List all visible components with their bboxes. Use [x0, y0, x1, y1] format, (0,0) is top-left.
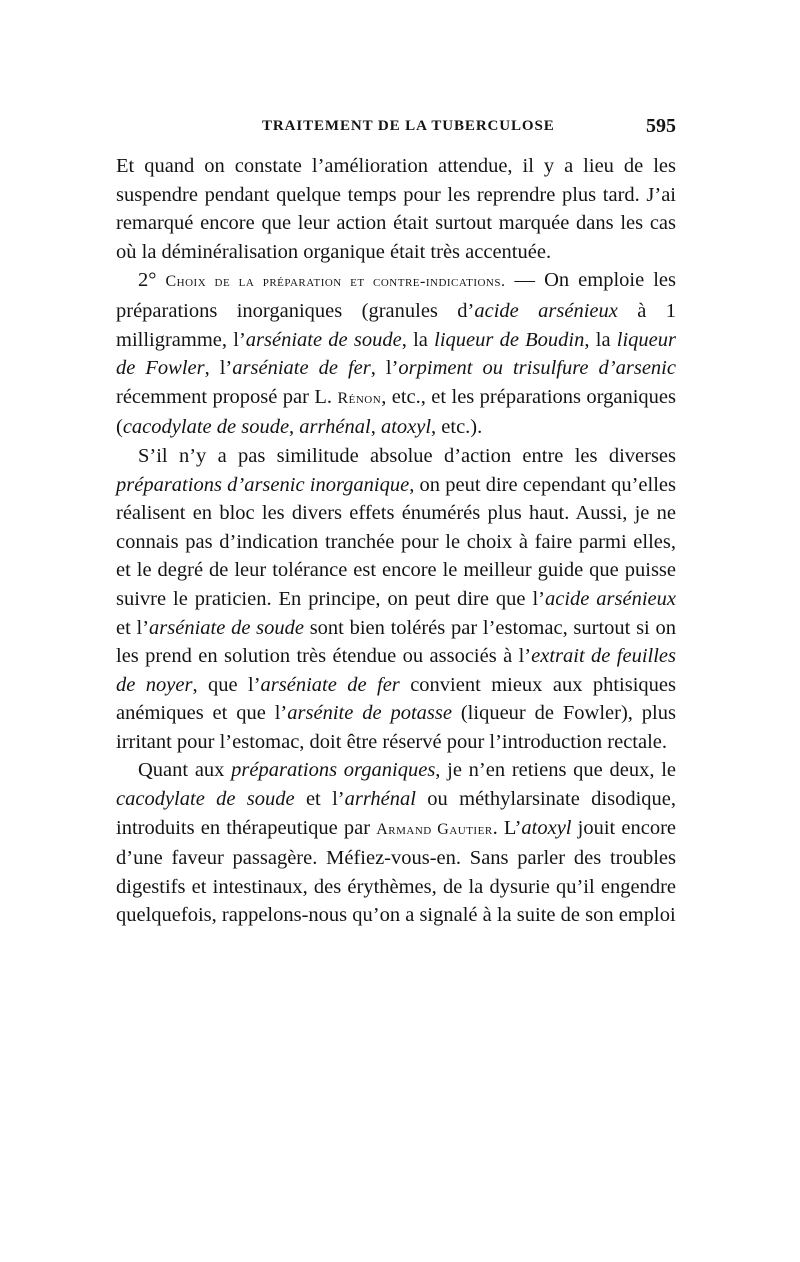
- text-run: , etc.).: [431, 416, 483, 439]
- page-number: 595: [646, 115, 676, 137]
- text-run: récemment proposé par L.: [116, 385, 338, 408]
- text-run: , etc., et les préparations organiques (: [116, 385, 676, 439]
- text-run: , que l’: [192, 673, 261, 696]
- text-run: et l’: [116, 616, 150, 639]
- text-run: , l’: [370, 357, 399, 380]
- italic-term: acide arsénieux: [474, 299, 618, 322]
- italic-term: arséniate de fer: [232, 357, 371, 380]
- paragraph: [116, 442, 676, 757]
- text-run: , la: [401, 328, 435, 351]
- text-run: 2°: [138, 269, 166, 292]
- text-run: sont bien tolérés par l’estomac, surtout si on les prend en solution très étendue ou associés à l’: [116, 616, 676, 668]
- italic-term: arséniate de fer: [260, 673, 400, 696]
- small-caps-text: Armand Gautier: [376, 820, 493, 838]
- text-run: Et quand on constate l’amélioration attendue, il y a lieu de les suspendre pendant quelque temps pour les reprendre plus tard. J’ai remarqué encore que leur action était surtout marquée dans les cas où la déminéralisation organique était très accentuée.: [116, 155, 676, 263]
- text-run: , je n’en retiens que deux, le: [435, 759, 676, 782]
- text-run: , l’: [204, 357, 233, 380]
- running-title: TRAITEMENT DE LA TUBERCULOSE: [262, 118, 555, 134]
- italic-term: acide arsénieux: [544, 587, 677, 610]
- italic-term: arrhénal: [344, 788, 416, 811]
- italic-term: liqueur de Fowler: [116, 328, 676, 380]
- text-run: à 1 milligramme, l’: [116, 299, 676, 351]
- italic-term: extrait de feuilles de noyer: [116, 645, 676, 696]
- italic-term: arrhénal: [299, 416, 371, 439]
- italic-term: cacodylate de soude: [122, 416, 290, 439]
- text-run: S’il n’y a pas similitude absolue d’action entre les diverses: [138, 444, 676, 467]
- italic-term: préparations d’arsenic inorganique: [116, 473, 410, 496]
- paragraph: [116, 152, 676, 266]
- small-caps-text: Choix de la préparation et contre-indications.: [165, 273, 506, 291]
- text-run: jouit encore d’une faveur passagère. Méfiez-vous-en. Sans parler des troubles digestifs et intestinaux, des érythèmes, de la dysurie qu’il engendre quelquefois, rappelons-nous qu’on a signalé à la suite de son emploi: [116, 816, 676, 927]
- text-run: Quant aux: [138, 759, 232, 782]
- italic-term: préparations organiques: [231, 759, 436, 782]
- paragraph: [116, 756, 676, 930]
- text-run: ,: [289, 416, 300, 439]
- running-header: [131, 115, 676, 142]
- text-run: — On emploie les préparations inorganiques (granules d’: [116, 269, 676, 322]
- paragraph: [116, 266, 676, 442]
- text-run: . L’: [492, 816, 522, 839]
- small-caps-text: Rénon: [337, 389, 382, 407]
- italic-term: arséniate de soude: [245, 328, 402, 351]
- italic-term: liqueur de Boudin: [434, 328, 585, 351]
- italic-term: atoxyl: [380, 416, 432, 439]
- italic-term: orpiment ou trisulfure d’arsenic: [398, 357, 676, 380]
- body-text: [116, 152, 676, 930]
- italic-term: cacodylate de soude: [116, 788, 295, 811]
- italic-term: atoxyl: [521, 816, 572, 839]
- text-run: ,: [370, 416, 381, 439]
- text-run: (liqueur de Fowler), plus irritant pour l’estomac, doit être réservé pour l’introduction rectale.: [116, 702, 676, 753]
- italic-term: arsénite de potasse: [287, 702, 452, 725]
- text-run: , on peut dire cependant qu’elles réalisent en bloc les divers effets énumérés plus haut. Aussi, je ne connais pas d’indication tranchée pour le choix à faire parmi elles, et le degré de leur tolérance est encore le meilleur guide que puisse suivre le praticien. En principe, on peut dire que l’: [116, 473, 676, 610]
- text-run: et l’: [294, 788, 345, 811]
- text-run: ou méthylarsinate disodique, introduits en thérapeutique par: [116, 788, 676, 839]
- text-run: , la: [584, 328, 617, 351]
- text-run: convient mieux aux phtisiques anémiques et que l’: [116, 673, 677, 725]
- italic-term: arséniate de soude: [149, 616, 304, 639]
